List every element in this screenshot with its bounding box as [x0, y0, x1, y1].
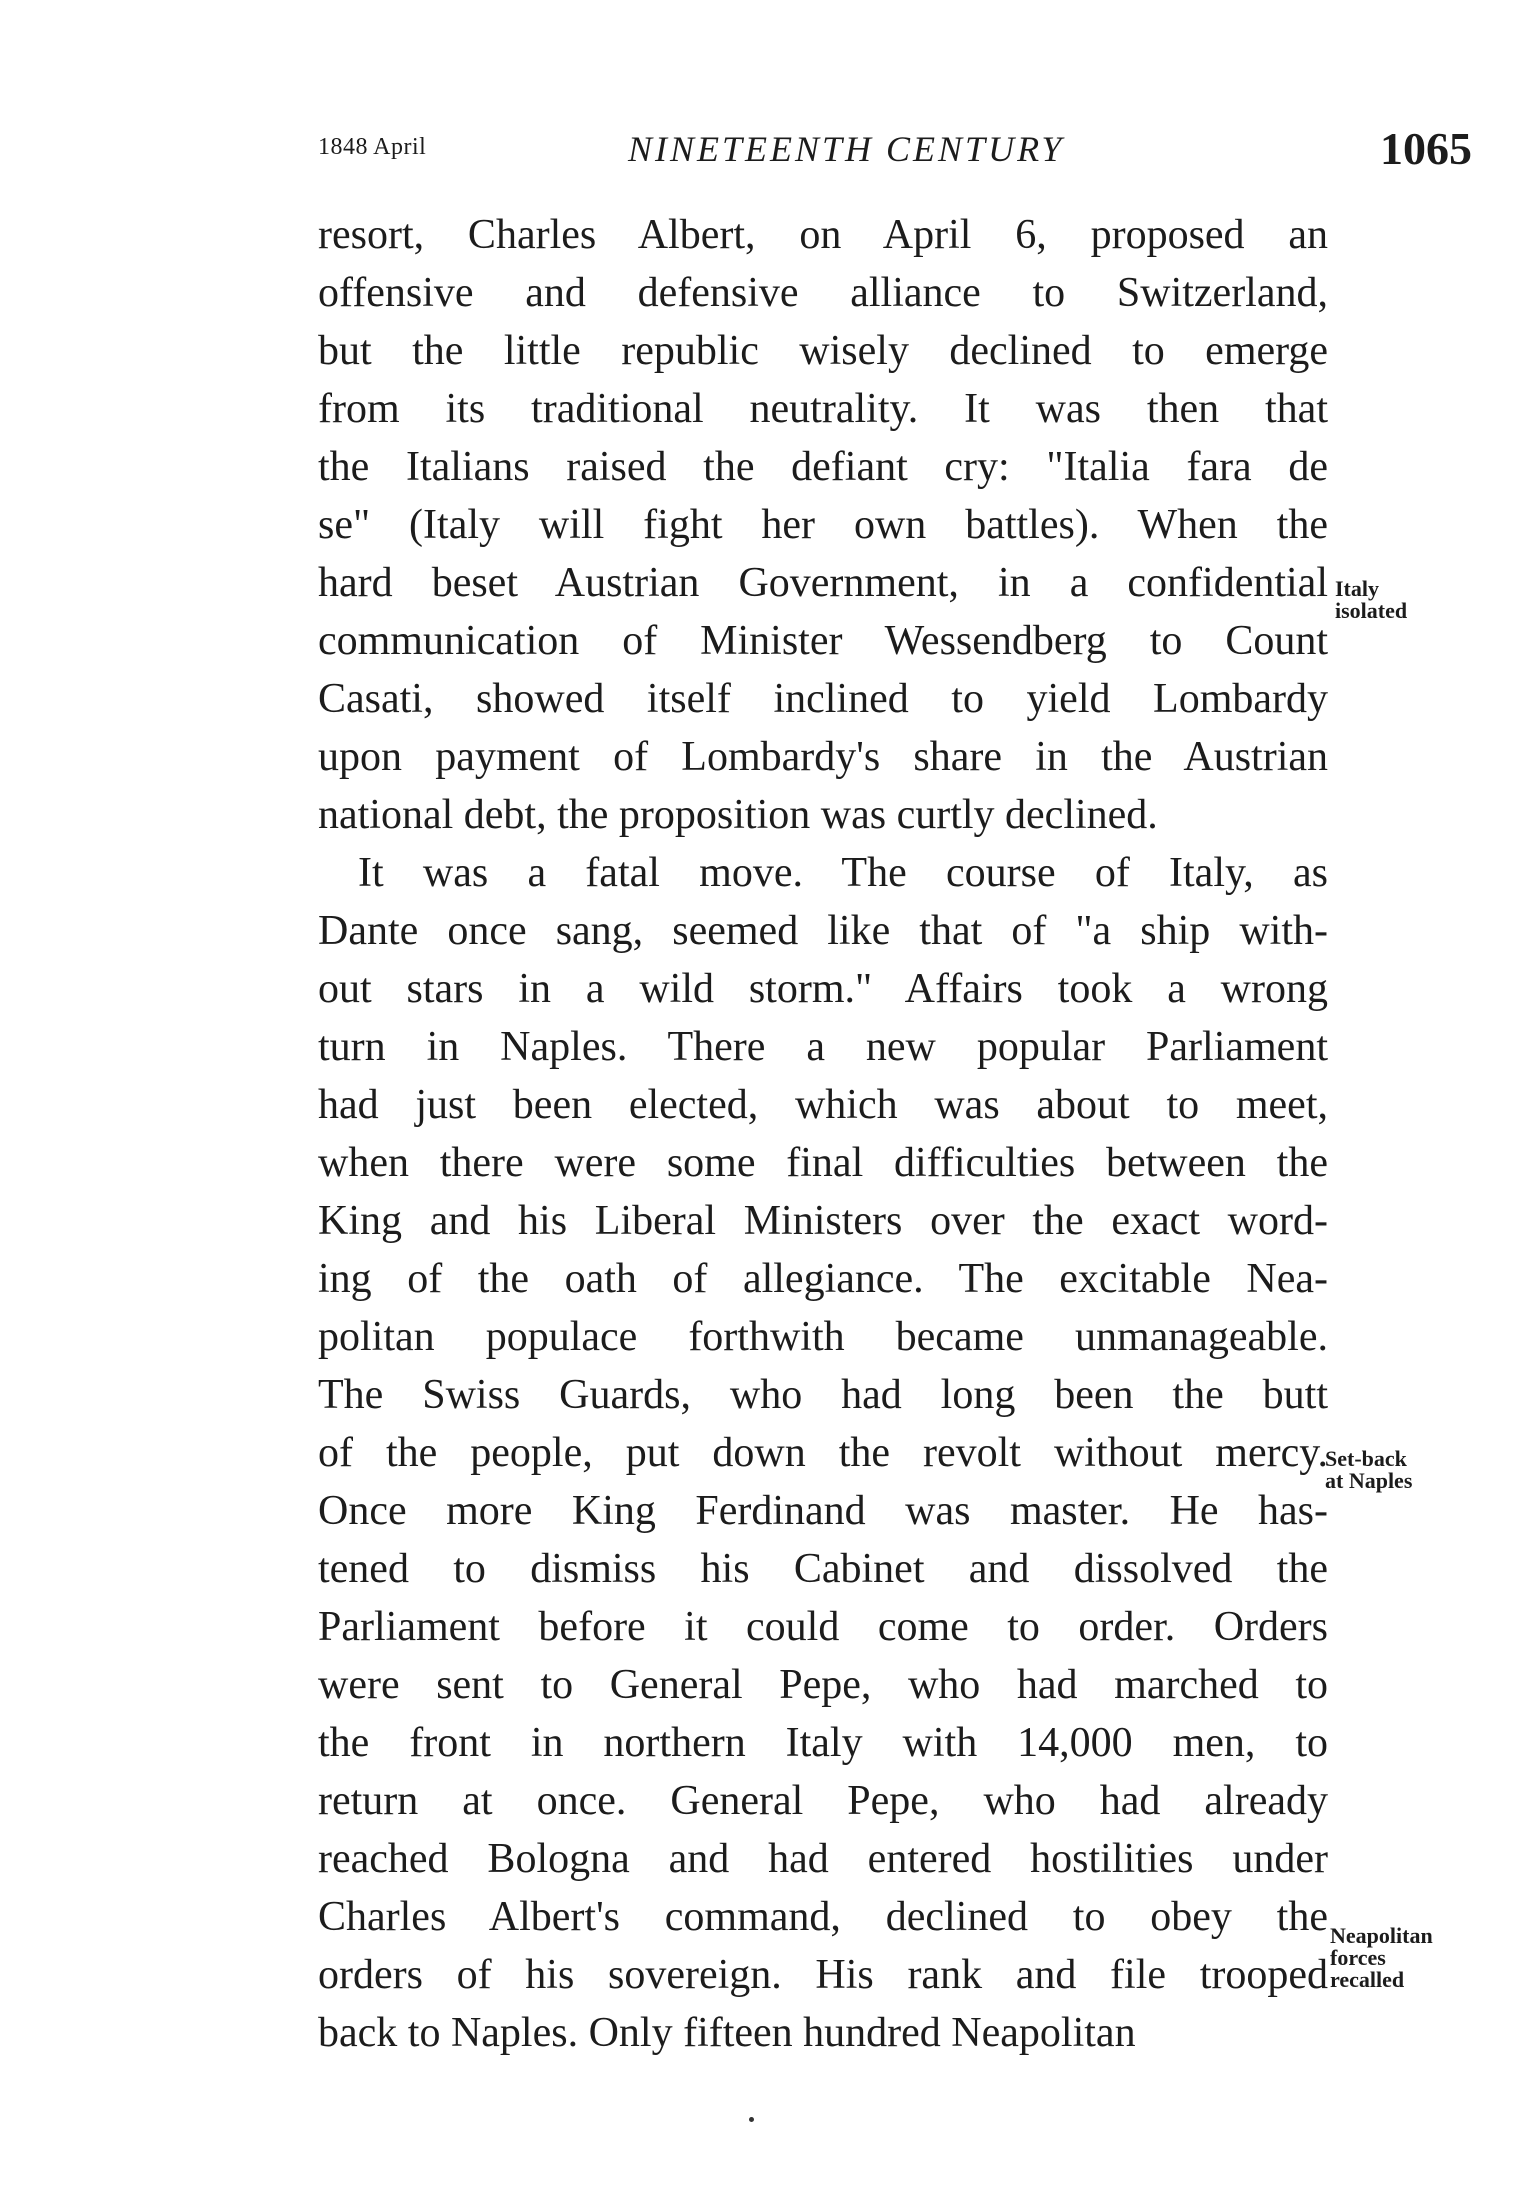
text-line: Charles Albert's command, declined to obey the	[318, 1894, 1328, 1940]
text-line: turn in Naples. There a new popular Parliament	[318, 1024, 1328, 1070]
text-line: upon payment of Lombardy's share in the Austrian	[318, 734, 1328, 780]
text-line: Once more King Ferdinand was master. He has-	[318, 1488, 1328, 1534]
text-line: of the people, put down the revolt without mercy.	[318, 1430, 1328, 1476]
text-line: out stars in a wild storm." Affairs took a wrong	[318, 966, 1328, 1012]
text-line: the front in northern Italy with 14,000 men, to	[318, 1720, 1328, 1766]
sidenote-line: recalled	[1330, 1967, 1405, 1992]
text-line: se" (Italy will fight her own battles). When the	[318, 502, 1328, 548]
body-text	[318, 206, 1328, 2062]
text-line: resort, Charles Albert, on April 6, proposed an	[318, 212, 1328, 258]
text-line: the Italians raised the defiant cry: "Italia fara de	[318, 444, 1328, 490]
running-head-title: NINETEENTH CENTURY	[628, 129, 1065, 169]
text-line: King and his Liberal Ministers over the exact word-	[318, 1198, 1328, 1244]
text-line: communication of Minister Wessendberg to Count	[318, 618, 1328, 664]
sidenote-setback-naples	[1325, 1448, 1412, 1492]
text-line: reached Bologna and had entered hostilities under	[318, 1836, 1328, 1882]
sidenote-line: Italy	[1335, 576, 1379, 601]
text-line: return at once. General Pepe, who had already	[318, 1778, 1328, 1824]
sidenote-line: Set-back	[1325, 1446, 1407, 1471]
sidenote-line: isolated	[1335, 598, 1408, 623]
sidenote-line: Neapolitan	[1330, 1923, 1433, 1948]
text-line: tened to dismiss his Cabinet and dissolved the	[318, 1546, 1328, 1592]
text-line: had just been elected, which was about to meet,	[318, 1082, 1328, 1128]
text-line: It was a fatal move. The course of Italy, as	[358, 850, 1328, 896]
sidenote-line: forces	[1330, 1945, 1386, 1970]
text-line: national debt, the proposition was curtly declined.	[318, 792, 1158, 838]
text-line: back to Naples. Only fifteen hundred Neapolitan	[318, 2010, 1136, 2056]
text-line: Casati, showed itself inclined to yield Lombardy	[318, 676, 1328, 722]
text-line: Parliament before it could come to order. Orders	[318, 1604, 1328, 1650]
text-line: The Swiss Guards, who had long been the butt	[318, 1372, 1328, 1418]
text-line: but the little republic wisely declined to emerge	[318, 328, 1328, 374]
running-head-date: 1848 April	[318, 134, 427, 160]
page-number: 1065	[1380, 123, 1472, 174]
sidenote-line: at Naples	[1325, 1468, 1413, 1493]
sidenote-neapolitan-forces	[1330, 1925, 1433, 1991]
text-line: orders of his sovereign. His rank and file trooped	[318, 1952, 1328, 1998]
text-line: Dante once sang, seemed like that of "a ship with-	[318, 908, 1328, 954]
sidenote-italy-isolated	[1335, 578, 1407, 622]
text-line: politan populace forthwith became unmanageable.	[318, 1314, 1328, 1360]
text-line: when there were some final difficulties between the	[318, 1140, 1328, 1186]
text-line: from its traditional neutrality. It was then that	[318, 386, 1328, 432]
printer-mark	[749, 2117, 754, 2122]
text-line: ing of the oath of allegiance. The excitable Nea-	[318, 1256, 1328, 1302]
text-line: hard beset Austrian Government, in a confidential	[318, 560, 1328, 606]
text-line: were sent to General Pepe, who had marched to	[318, 1662, 1328, 1708]
text-line: offensive and defensive alliance to Switzerland,	[318, 270, 1328, 316]
running-head	[0, 123, 1540, 174]
